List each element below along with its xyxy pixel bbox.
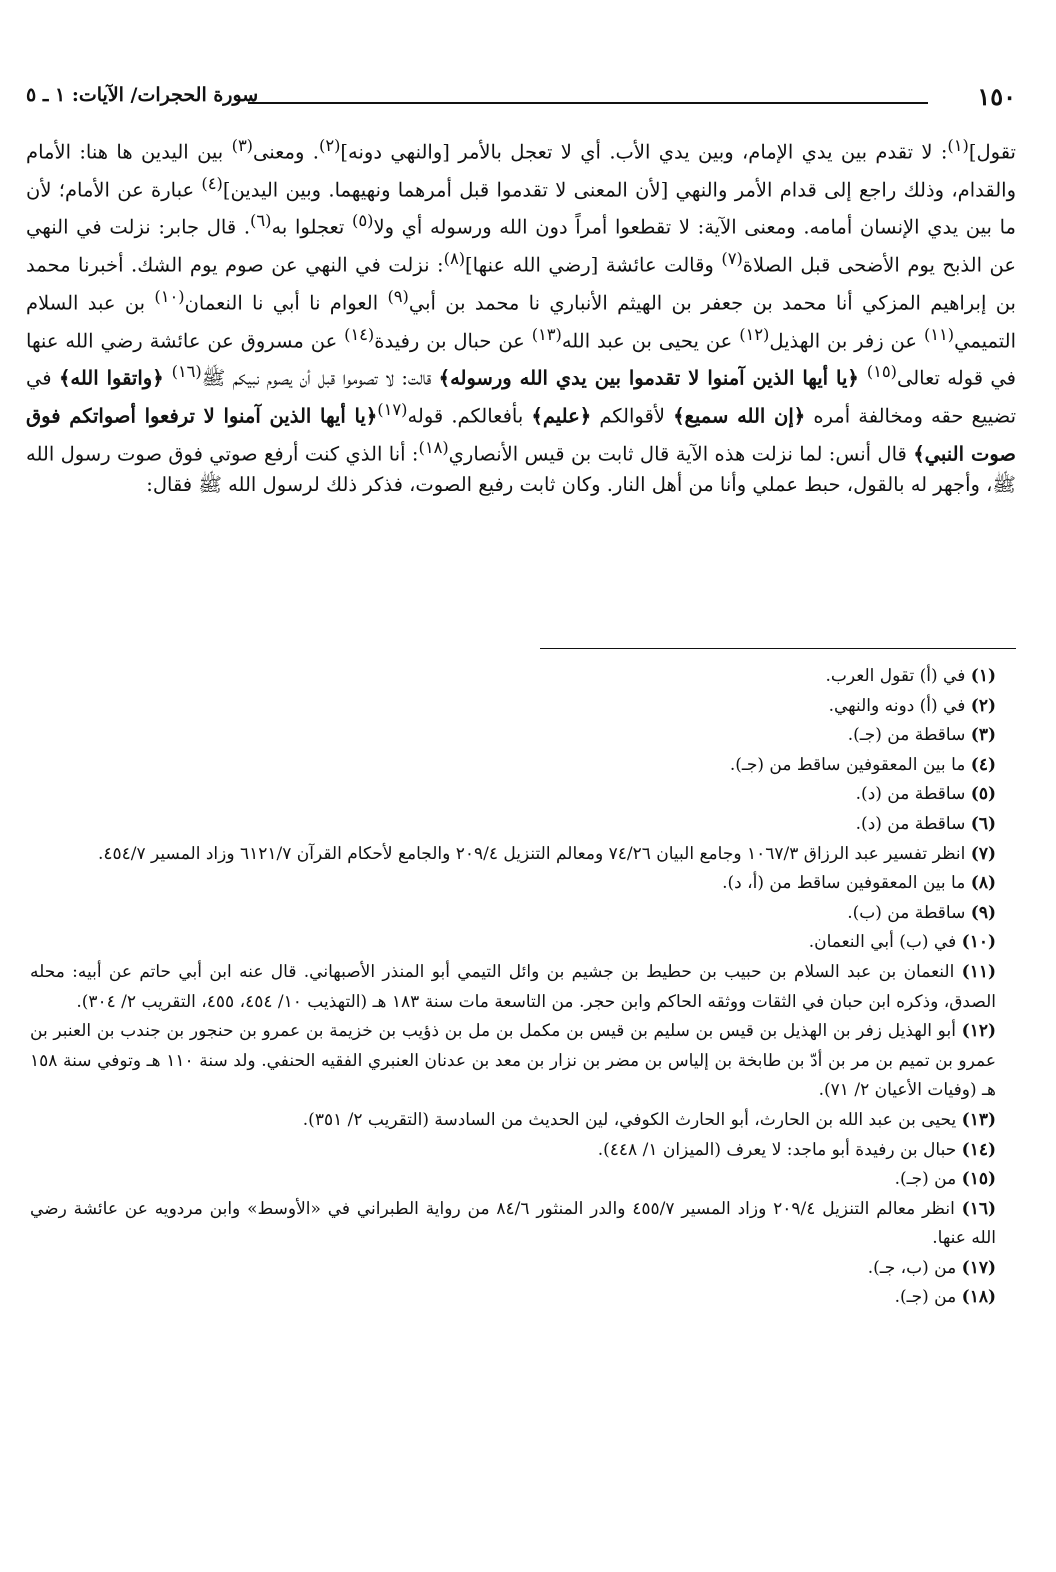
footnote-ref: (١١) (923, 324, 955, 344)
footnote-item (30, 928, 996, 958)
footnote-number: (١٥) (961, 1169, 996, 1190)
text-span: لأقوالكم (591, 404, 674, 428)
footnote-text: ما بين المعقوفين ساقط من (أ، د). (722, 873, 966, 894)
surah-title: سورة الحجرات/ الآيات: ١ ـ ٥ (26, 84, 259, 106)
footnote-item (30, 721, 996, 751)
footnote-item (30, 780, 996, 810)
footnote-number: (٥) (970, 784, 996, 805)
footnote-item (30, 1283, 996, 1313)
footnote-text: انظر تفسير عبد الرزاق ١٠٦٧/٣ وجامع البيان ٧٤/٢٦ ومعالم التنزيل ٢٠٩/٤ والجامع لأحكام القرآن ٦١٢١/٧ وزاد المسير ٤٥٤/٧. (97, 843, 966, 864)
footnote-number: (١٢) (961, 1021, 997, 1042)
footnote-ref: (١) (947, 136, 969, 155)
text-span: قالت: لا تصوموا قبل أن يصوم نبيكم ﷺ (201, 366, 439, 390)
footnote-text: من (ب، جـ). (867, 1257, 957, 1278)
footnote-number: (٦) (970, 813, 996, 834)
text-span: بن عبد السلام التميمي (26, 291, 1017, 353)
footnote-item (30, 869, 996, 899)
footnote-item (30, 1136, 996, 1166)
footnote-ref: (١٨) (418, 437, 449, 457)
footnote-number: (١٠) (961, 932, 996, 953)
footnote-number: (١١) (961, 961, 996, 982)
footnote-ref: (٩) (387, 286, 409, 306)
text-span: تقول] (968, 140, 1016, 164)
footnote-text: في (أ) دونه والنهي. (828, 695, 966, 716)
footnote-text: في (أ) تقول العرب. (825, 666, 966, 686)
footnote-text: انظر معالم التنزيل ٢٠٩/٤ وزاد المسير ٤٥٥/٧ والدر المنثور ٨٤/٦ من رواية الطبراني في «الأوسط» وابن مردويه عن عائشة رضي الله عنها. (30, 1198, 996, 1249)
footnote-item (30, 751, 996, 781)
footnote-text: يحيى بن عبد الله بن الحارث، أبو الحارث الكوفي، لين الحديث من السادسة (التقريب ٢/ ٣٥١). (302, 1109, 957, 1130)
footnote-ref: (٨) (443, 249, 466, 269)
footnote-ref: (٥) (352, 211, 374, 231)
page-header (26, 82, 1016, 118)
quran-verse: ﴿يا أيها الذين آمنوا لا ترفعوا أصواتكم فوق صوت النبي﴾ (26, 404, 1016, 466)
footnote-ref: (١٢) (739, 324, 770, 344)
footnote-item (30, 810, 996, 840)
text-span: . ومعنى (253, 140, 319, 164)
footnote-number: (١٨) (961, 1287, 996, 1308)
footnote-ref: (٢) (318, 136, 341, 155)
footnote-item (30, 899, 996, 929)
footnote-ref: (١٧) (377, 399, 408, 419)
footnote-number: (١٦) (961, 1198, 996, 1219)
text-span: بأفعالكم. قوله (407, 404, 532, 428)
footnote-text: من (جـ). (894, 1287, 957, 1308)
text-span: . قال جابر: نزلت في النهي عن الذبح يوم الأضحى قبل الصلاة (26, 215, 1016, 277)
text-span: عبارة عن الأمام؛ لأن ما بين يدي الإنسان أمامه. ومعنى الآية: لا تقطعوا أمراً دون الله ورسوله أي ولا (26, 178, 1016, 239)
footnote-text: حبال بن رفيدة أبو ماجد: لا يعرف (الميزان ١/ ٤٤٨). (597, 1139, 957, 1160)
footnote-ref: (٤) (201, 173, 223, 193)
main-text (26, 130, 1016, 501)
footnote-separator (540, 648, 1016, 649)
footnote-ref: (١٦) (171, 362, 202, 382)
footnote-ref: (١٣) (531, 324, 562, 344)
footnote-number: (١٧) (961, 1257, 996, 1278)
footnote-number: (٣) (970, 725, 996, 746)
footnote-number: (٧) (970, 843, 996, 864)
quran-verse: ﴿واتقوا الله﴾ (58, 366, 172, 390)
footnote-ref: (٦) (250, 211, 272, 231)
text-span: : لا تقدم بين يدي الإمام، وبين يدي الأب. أي لا تعجل بالأمر [والنهي دونه] (340, 140, 948, 164)
page-number: ١٥٠ (977, 82, 1016, 111)
footnote-number: (١٤) (961, 1139, 996, 1160)
footnote-text: ما بين المعقوفين ساقط من (جـ). (729, 754, 966, 775)
main-paragraph (26, 130, 1016, 501)
footnote-number: (١٣) (961, 1109, 996, 1130)
footnote-item (30, 840, 996, 870)
footnote-item (30, 1195, 996, 1254)
footnotes (30, 662, 996, 1313)
footnote-ref: (٧) (721, 249, 743, 269)
footnote-text: ساقطة من (د). (855, 813, 966, 834)
text-span: عن يحيى بن عبد الله (561, 329, 740, 353)
text-span: العوام نا أبي نا النعمان (184, 291, 388, 315)
footnote-number: (٢) (970, 695, 996, 716)
text-span: عن حبال بن رفيدة (374, 329, 532, 353)
footnote-ref: (١٠) (154, 286, 185, 306)
text-span: قال أنس: لما نزلت هذه الآية قال ثابت بن قيس الأنصاري (448, 442, 914, 466)
text-span: في تضييع حقه ومخالفة أمره (26, 366, 1016, 428)
footnote-text: أبو الهذيل زفر بن الهذيل بن قيس بن سليم بن قيس بن مكمل بن مل بن ذؤيب بن خزيمة بن عمرو بن حنجور بن جندب بن العنبر بن عمرو بن تميم بن مر بن أدّ بن طابخة بن إلياس بن مضر بن نزار بن معد بن عدنان العنبري الفقيه الحنفي. ولد سنة ١١٠ هـ وتوفي سنة ١٥٨ هـ (وفيات الأعيان ٢/ ٧١). (30, 1021, 996, 1101)
text-span: : أنا الذي كنت أرفع صوتي فوق صوت رسول الله ﷺ، وأجهر له بالقول، حبط عملي وأنا من أهل النار. وكان ثابت رفيع الصوت، فذكر ذلك لرسول الله ﷺ فقال: (26, 442, 1016, 497)
footnote-item (30, 1106, 996, 1136)
footnote-text: ساقطة من (د). (855, 784, 966, 805)
text-span: تعجلوا به (271, 215, 353, 239)
footnote-item (30, 958, 996, 1017)
footnote-text: في (ب) أبي النعمان. (808, 932, 957, 953)
quran-verse: ﴿يا أيها الذين آمنوا لا تقدموا بين يدي الله ورسوله﴾ (438, 366, 867, 390)
text-span: عن مسروق عن عائشة رضي الله عنها في قوله تعالى (26, 329, 1017, 390)
quran-verse: ﴿إن الله سميع﴾ (673, 404, 806, 428)
footnote-number: (١) (970, 666, 996, 686)
text-span: : نزلت في النهي عن صوم يوم الشك. أخبرنا محمد بن إبراهيم المزكي أنا محمد بن جعفر بن الهيثم الأنباري نا محمد بن أبي (26, 253, 1016, 315)
footnote-number: (٤) (970, 754, 996, 775)
footnote-number: (٩) (970, 902, 996, 923)
footnote-text: ساقطة من (جـ). (847, 725, 966, 746)
footnote-item (30, 1254, 996, 1284)
quran-verse: ﴿عليم﴾ (531, 404, 592, 428)
footnote-ref: (٣) (231, 136, 254, 155)
footnote-ref: (١٥) (866, 362, 897, 382)
footnote-ref: (١٤) (344, 324, 375, 344)
footnote-item (30, 1165, 996, 1195)
footnote-item (30, 692, 996, 722)
text-span: عن زفر بن الهذيل (769, 329, 924, 353)
footnote-number: (٨) (970, 873, 996, 894)
footnote-text: من (جـ). (894, 1169, 957, 1190)
footnote-item (30, 662, 996, 692)
footnote-text: النعمان بن عبد السلام بن حبيب بن حطيط بن جشيم بن وائل التيمي أبو المنذر الأصبهاني. قال عنه ابن أبي حاتم عن أبيه: محله الصدق، وذكره ابن حبان في الثقات ووثقه الحاكم وابن حجر. من التاسعة مات سنة ١٨٣ هـ (التهذيب ١٠/ ٤٥٤، ٤٥٥، التقريب ٢/ ٣٠٤). (30, 961, 996, 1012)
text-span: بين اليدين ها هنا: الأمام والقدام، وذلك راجع إلى قدام الأمر والنهي [لأن المعنى لا تقدموا قبل أمرهما ونهيهما. وبين اليدين] (26, 140, 1016, 202)
header-rule (248, 102, 928, 104)
footnote-text: ساقطة من (ب). (847, 902, 966, 923)
footnote-item (30, 1017, 996, 1106)
text-span: وقالت عائشة [رضي الله عنها] (465, 253, 722, 277)
